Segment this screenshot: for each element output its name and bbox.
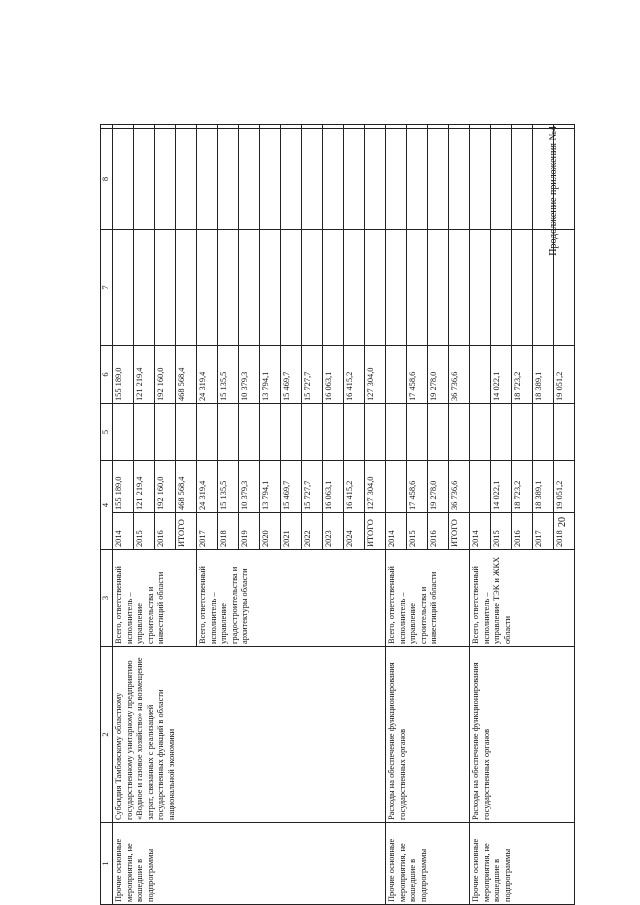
regional-budget-cell: 15 469,7 [281, 346, 302, 404]
table-row [386, 125, 407, 905]
regional-budget-cell: 127 304,0 [365, 346, 386, 404]
col7-cell [407, 230, 428, 346]
filler-cell [428, 125, 449, 129]
total-cell: 13 794,1 [260, 461, 281, 513]
col8-cell [197, 129, 218, 230]
header-col-4: 4 [101, 461, 113, 550]
col8-cell [113, 129, 134, 230]
col5-cell [323, 404, 344, 461]
year-cell: 2020 [260, 513, 281, 550]
document-page [96, 125, 568, 905]
year-cell: ИТОГО [365, 513, 386, 550]
filler-cell [554, 125, 575, 129]
year-cell: 2021 [281, 513, 302, 550]
year-cell: 2023 [323, 513, 344, 550]
activity-type-cell: Прочие основные мероприятия, не вошедшие в подпрограммы [470, 823, 575, 905]
col7-cell [134, 230, 155, 346]
col7-cell [428, 230, 449, 346]
total-cell: 15 727,7 [302, 461, 323, 513]
col7-cell [365, 230, 386, 346]
regional-budget-cell: 19 051,2 [554, 346, 575, 404]
activity-type-cell: Прочие основные мероприятия, не вошедшие в подпрограммы [113, 823, 386, 905]
col5-cell [407, 404, 428, 461]
filler-cell [407, 125, 428, 129]
year-cell: 2024 [344, 513, 365, 550]
regional-budget-cell: 14 022,1 [491, 346, 512, 404]
col7-cell [260, 230, 281, 346]
filler-cell [218, 125, 239, 129]
table-row [470, 125, 491, 905]
total-cell [470, 461, 491, 513]
col8-cell [365, 129, 386, 230]
col8-cell [407, 129, 428, 230]
regional-budget-cell: 13 794,1 [260, 346, 281, 404]
header-col-8: 8 [101, 129, 113, 230]
col5-cell [260, 404, 281, 461]
year-cell: 2014 [113, 513, 134, 550]
activity-name-cell: Расходы на обеспечение функционирования государственных органов [386, 647, 470, 823]
executor-cell: Всего, ответственный исполнитель – управление градостроительства и архитектуры области [197, 550, 386, 647]
col5-cell [302, 404, 323, 461]
regional-budget-cell: 155 189,0 [113, 346, 134, 404]
col5-cell [344, 404, 365, 461]
total-cell: 18 389,1 [533, 461, 554, 513]
regional-budget-cell: 468 568,4 [176, 346, 197, 404]
col7-cell [302, 230, 323, 346]
regional-budget-cell: 15 727,7 [302, 346, 323, 404]
col5-cell [533, 404, 554, 461]
filler-cell [533, 125, 554, 129]
year-cell: ИТОГО [449, 513, 470, 550]
col5-cell [176, 404, 197, 461]
total-cell: 17 458,6 [407, 461, 428, 513]
year-cell: 2014 [386, 513, 407, 550]
col5-cell [197, 404, 218, 461]
col8-cell [554, 129, 575, 230]
col7-cell [176, 230, 197, 346]
col7-cell [491, 230, 512, 346]
col8-cell [155, 129, 176, 230]
col8-cell [281, 129, 302, 230]
col8-cell [176, 129, 197, 230]
filler-cell [134, 125, 155, 129]
year-cell: ИТОГО [176, 513, 197, 550]
regional-budget-cell [470, 346, 491, 404]
col5-cell [470, 404, 491, 461]
filler-cell [176, 125, 197, 129]
year-cell: 2018 [554, 513, 575, 550]
regional-budget-cell: 19 278,0 [428, 346, 449, 404]
total-cell: 15 469,7 [281, 461, 302, 513]
total-cell: 18 723,2 [512, 461, 533, 513]
header-col-1: 1 [101, 823, 113, 905]
col5-cell [155, 404, 176, 461]
total-cell: 19 278,0 [428, 461, 449, 513]
regional-budget-cell: 18 389,1 [533, 346, 554, 404]
filler-cell [344, 125, 365, 129]
header-number-row [101, 125, 113, 905]
col5-cell [491, 404, 512, 461]
col8-cell [302, 129, 323, 230]
col5-cell [428, 404, 449, 461]
activity-name-cell: Расходы на обеспечение функционирования государственных органов [470, 647, 575, 823]
regional-budget-cell: 24 319,4 [197, 346, 218, 404]
filler-cell [365, 125, 386, 129]
col8-cell [134, 129, 155, 230]
year-cell: 2015 [491, 513, 512, 550]
col5-cell [281, 404, 302, 461]
total-cell: 19 051,2 [554, 461, 575, 513]
year-cell: 2022 [302, 513, 323, 550]
year-cell: 2016 [155, 513, 176, 550]
col7-cell [386, 230, 407, 346]
col7-cell [470, 230, 491, 346]
col7-cell [218, 230, 239, 346]
regional-budget-cell: 17 458,6 [407, 346, 428, 404]
year-cell: 2015 [134, 513, 155, 550]
year-cell: 2016 [428, 513, 449, 550]
filler-cell [260, 125, 281, 129]
executor-cell: Всего, ответственный исполнитель – управление строительства и инвестиций области [113, 550, 197, 647]
col7-cell [533, 230, 554, 346]
col8-cell [218, 129, 239, 230]
activity-type-cell: Прочие основные мероприятия, не вошедшие в подпрограммы [386, 823, 470, 905]
filler-cell [113, 125, 134, 129]
filler-cell [512, 125, 533, 129]
col8-cell [344, 129, 365, 230]
col8-cell [491, 129, 512, 230]
regional-budget-cell: 18 723,2 [512, 346, 533, 404]
col8-cell [386, 129, 407, 230]
col5-cell [386, 404, 407, 461]
regional-budget-cell: 192 160,0 [155, 346, 176, 404]
col7-cell [113, 230, 134, 346]
regional-budget-cell: 36 736,6 [449, 346, 470, 404]
total-cell: 10 379,3 [239, 461, 260, 513]
total-cell: 155 189,0 [113, 461, 134, 513]
year-cell: 2014 [470, 513, 491, 550]
year-cell: 2016 [512, 513, 533, 550]
col5-cell [512, 404, 533, 461]
col7-cell [554, 230, 575, 346]
col7-cell [155, 230, 176, 346]
col5-cell [239, 404, 260, 461]
total-cell: 121 219,4 [134, 461, 155, 513]
executor-cell: Всего, ответственный исполнитель – управление ТЭК и ЖКХ области [470, 550, 575, 647]
regional-budget-cell [386, 346, 407, 404]
header-col-3: 3 [101, 550, 113, 647]
regional-budget-cell: 10 379,3 [239, 346, 260, 404]
year-cell: 2018 [218, 513, 239, 550]
total-cell: 15 135,5 [218, 461, 239, 513]
year-cell: 2017 [197, 513, 218, 550]
col7-cell [281, 230, 302, 346]
activity-name-cell: Субсидия Тамбовскому областному государственному унитарному предприятию «Водное и газовое хозяйство» на возмещение затрат, связанных с реализацией государственных функций в области национальной экономики [113, 647, 386, 823]
col5-cell [134, 404, 155, 461]
col5-cell [449, 404, 470, 461]
regional-budget-cell: 121 219,4 [134, 346, 155, 404]
col8-cell [239, 129, 260, 230]
col7-cell [344, 230, 365, 346]
col8-cell [260, 129, 281, 230]
regional-budget-cell: 16 415,2 [344, 346, 365, 404]
year-cell: 2015 [407, 513, 428, 550]
filler-cell [323, 125, 344, 129]
header-col-6: 6 [101, 346, 113, 404]
filler-cell [155, 125, 176, 129]
budget-table [100, 124, 575, 905]
col7-cell [239, 230, 260, 346]
filler-cell [470, 125, 491, 129]
filler-cell [197, 125, 218, 129]
col7-cell [512, 230, 533, 346]
total-cell: 16 415,2 [344, 461, 365, 513]
total-cell: 16 063,1 [323, 461, 344, 513]
col5-cell [218, 404, 239, 461]
filler-cell [449, 125, 470, 129]
col8-cell [533, 129, 554, 230]
executor-cell: Всего, ответственный исполнитель – управление строительства и инвестиций области [386, 550, 470, 647]
total-cell: 24 319,4 [197, 461, 218, 513]
filler-cell [491, 125, 512, 129]
year-cell: 2017 [533, 513, 554, 550]
regional-budget-cell: 15 135,5 [218, 346, 239, 404]
year-cell: 2019 [239, 513, 260, 550]
total-cell [386, 461, 407, 513]
col5-cell [365, 404, 386, 461]
total-cell: 36 736,6 [449, 461, 470, 513]
col8-cell [323, 129, 344, 230]
table-row [113, 125, 134, 905]
page-number: 20 [557, 517, 568, 527]
regional-budget-cell: 16 063,1 [323, 346, 344, 404]
col7-cell [197, 230, 218, 346]
header-col-7: 7 [101, 230, 113, 346]
col8-cell [449, 129, 470, 230]
total-cell: 14 022,1 [491, 461, 512, 513]
header-filler [101, 125, 113, 129]
header-col-2: 2 [101, 647, 113, 823]
total-cell: 127 304,0 [365, 461, 386, 513]
total-cell: 192 160,0 [155, 461, 176, 513]
continuation-label: Продолжение приложения №4 [548, 126, 559, 256]
col8-cell [470, 129, 491, 230]
col5-cell [554, 404, 575, 461]
col8-cell [428, 129, 449, 230]
filler-cell [302, 125, 323, 129]
col5-cell [113, 404, 134, 461]
header-col-5: 5 [101, 404, 113, 461]
col7-cell [323, 230, 344, 346]
col7-cell [449, 230, 470, 346]
filler-cell [239, 125, 260, 129]
filler-cell [281, 125, 302, 129]
col8-cell [512, 129, 533, 230]
filler-cell [386, 125, 407, 129]
total-cell: 468 568,4 [176, 461, 197, 513]
